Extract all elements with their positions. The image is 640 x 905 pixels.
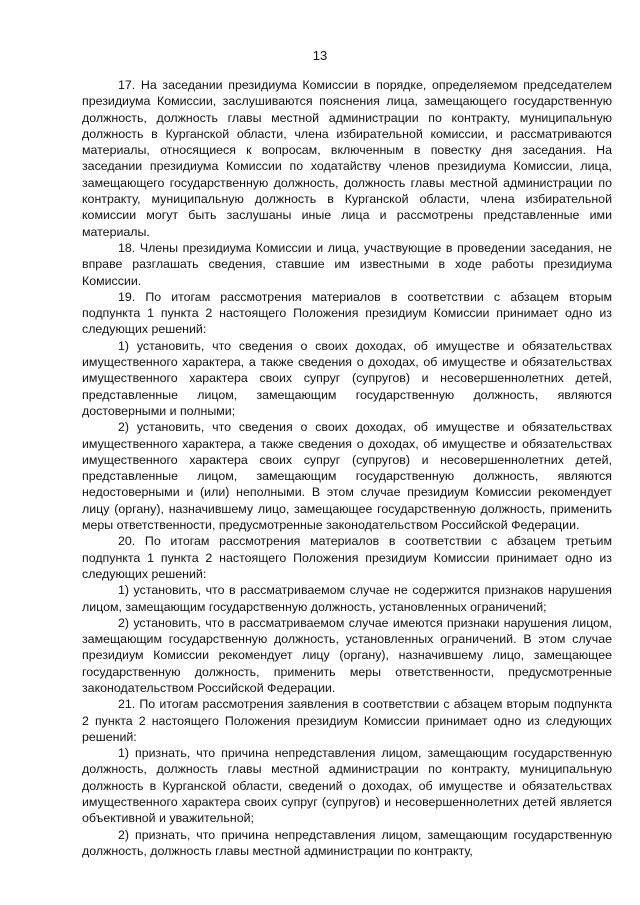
paragraph-21-item-1: 1) признать, что причина непредставления лицом, замещающим государственную должность, должность главы местной администрации по контракту, муниципальную должность в Курганской области, сведений о доходах, об имуществе и обязательствах имущественного характера своих супруг (супругов) и несовершеннолетних детей является объективной и уважительной; [82,746,612,826]
paragraph-20-item-2: 2) установить, что в рассматриваемом случае имеются признаки нарушения лицом, замещающим государственную должность, установленных ограничений. В этом случае президиум Комиссии рекомендует лицу (органу), назначившему лицо, замещающее государственную должность, применить меры ответственности, предусмотренные законодательством Российской Федерации. [82,615,612,695]
paragraph-19-item-2: 2) установить, что сведения о своих доходах, об имуществе и обязательствах имущественного характера, а также сведения о доходах, об имуществе и обязательствах имущественного характера своих супруг (супругов) и несовершеннолетних детей, представленные лицом, замещающим государственную должность, являются недостоверными и (или) неполными. В этом случае президиум Комиссии рекомендует лицу (органу), назначившему лицо, замещающее государственную должность, применить меры ответственности, предусмотренные законодательством Российской Федерации. [82,420,612,533]
paragraph-20: 20. По итогам рассмотрения материалов в соответствии с абзацем третьим подпункта 1 пункта 2 настоящего Положения президиум Комиссии принимает одно из следующих решений: [82,534,612,581]
paragraph-18: 18. Члены президиума Комиссии и лица, участвующие в проведении заседания, не вправе разглашать сведения, ставшие им известными в ходе работы президиума Комиссии. [82,240,612,288]
paragraph-21: 21. По итогам рассмотрения заявления в соответствии с абзацем вторым подпункта 2 пункта 2 настоящего Положения президиум Комиссии принимает одно из следующих решений: [82,697,612,744]
paragraph-21-item-2: 2) признать, что причина непредставления лицом, замещающим государственную должность, должность главы местной администрации по контракту, [82,827,612,858]
paragraph-17: 17. На заседании президиума Комиссии в порядке, определяемом председателем президиума Комиссии, заслушиваются пояснения лица, замещающего государственную должность, должность главы местной администрации по контракту, муниципальную должность в Курганской области, члена избирательной комиссии, и рассматриваются материалы, относящиеся к вопросам, включенным в повестку дня заседания. На заседании президиума Комиссии по ходатайству членов президиума Комиссии, лица, замещающего государственную должность, должность главы местной администрации по контракту, муниципальную должность в Курганской области, члена избирательной комиссии могут быть заслушаны иные лица и рассмотрены представленные ими материалы. [82,78,612,239]
paragraph-19-item-1: 1) установить, что сведения о своих доходах, об имуществе и обязательствах имущественного характера, а также сведения о доходах, об имуществе и обязательствах имущественного характера своих супруг (супругов) и несовершеннолетних детей, представленные лицом, замещающим государственную должность, являются достоверными и полными; [82,338,612,418]
document-body [82,77,612,859]
page-number: 13 [312,48,328,63]
paragraph-20-item-1: 1) установить, что в рассматриваемом случае не содержится признаков нарушения лицом, замещающим государственную должность, установленных ограничений; [82,583,612,614]
paragraph-19: 19. По итогам рассмотрения материалов в соответствии с абзацем вторым подпункта 1 пункта 2 настоящего Положения президиум Комиссии принимает одно из следующих решений: [82,289,612,337]
